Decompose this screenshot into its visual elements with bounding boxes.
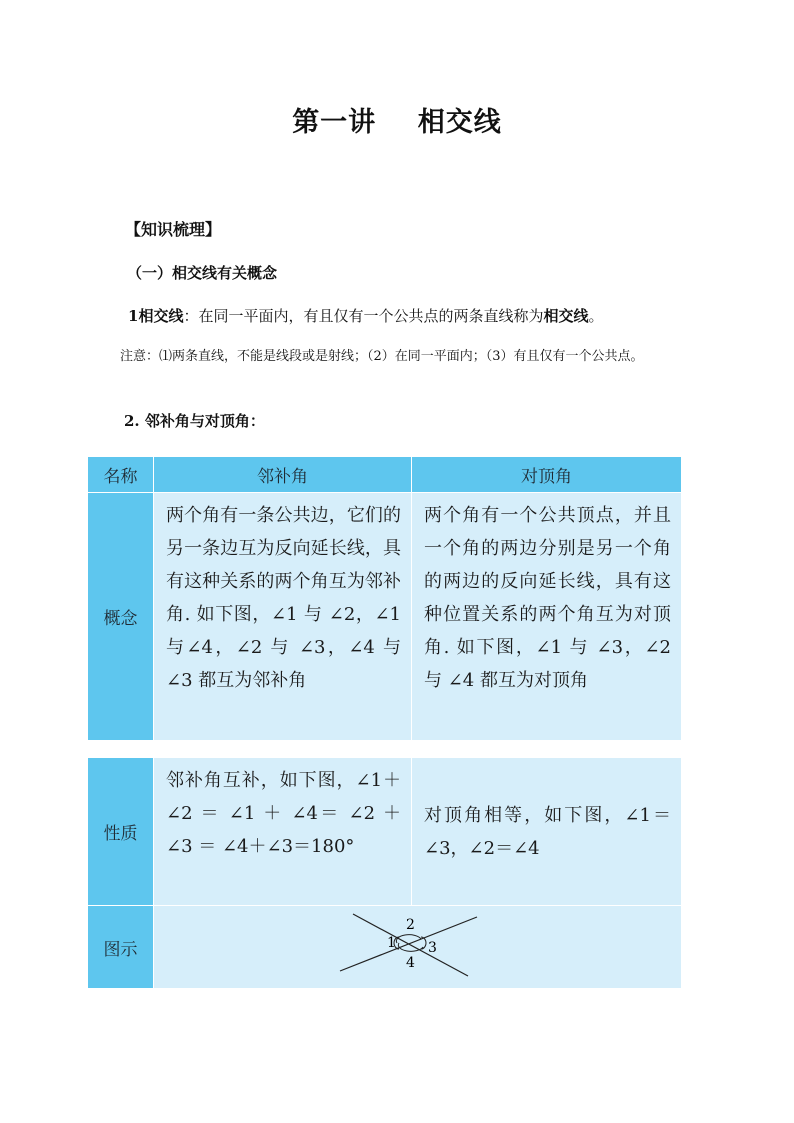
angle-4-label: 4	[405, 955, 415, 971]
angle-1-label: 1	[386, 935, 396, 951]
header-name: 名称	[88, 457, 154, 493]
angle-3-label: 3	[427, 940, 437, 956]
note-paragraph: 注意：⑴两条直线，不能是线段或是射线；（2）在同一平面内；（3）有且仅有一个公共点。	[120, 349, 644, 364]
subsection-heading-concepts: （一）相交线有关概念	[127, 264, 278, 282]
page-title: 第一讲 相交线	[292, 107, 502, 138]
row-label-diagram: 图示	[88, 906, 154, 989]
definition-end: 。	[588, 307, 604, 325]
intersecting-lines-diagram	[338, 909, 498, 981]
header-adjacent-angles: 邻补角	[154, 457, 412, 493]
subsection-heading-angles: 2. 邻补角与对顶角：	[124, 412, 265, 430]
property-adjacent-text: 邻补角互补，如下图，∠1＋ ∠2 ＝ ∠1 ＋ ∠4＝ ∠2 ＋ ∠3 ＝ ∠4＋∠3＝180°	[154, 758, 412, 906]
table-row-property	[88, 758, 682, 906]
property-vertical-text: 对顶角相等，如下图，∠1＝∠3，∠2＝∠4	[412, 758, 682, 906]
angle-2-label: 2	[405, 917, 415, 933]
definition-term: 相交线	[138, 307, 184, 325]
diagram-cell	[154, 906, 682, 989]
row-label-property: 性质	[88, 758, 154, 906]
table-row-concept	[88, 493, 682, 741]
header-vertical-angles: 对顶角	[412, 457, 682, 493]
angles-table-bottom	[87, 757, 682, 989]
definition-body: ：在同一平面内，有且仅有一个公共点的两条直线称为	[183, 307, 544, 325]
section-heading: 【知识梳理】	[125, 220, 222, 239]
concept-adjacent-text: 两个角有一条公共边，它们的另一条边互为反向延长线，具有这种关系的两个角互为邻补角. 如下图，∠1 与 ∠2，∠1 与∠4，∠2 与 ∠3，∠4 与∠3 都互为邻补角	[154, 493, 412, 741]
definition-term-end: 相交线	[543, 307, 589, 325]
table-row-diagram	[88, 906, 682, 989]
definition-paragraph	[128, 305, 604, 326]
row-label-concept: 概念	[88, 493, 154, 741]
concept-vertical-text: 两个角有一个公共顶点，并且一个角的两边分别是另一个角的两边的反向延长线，具有这种位置关系的两个角互为对顶角. 如下图，∠1 与 ∠3，∠2 与 ∠4 都互为对顶角	[412, 493, 682, 741]
angles-table-top	[87, 456, 682, 741]
table-header-row	[88, 457, 682, 493]
definition-number: 1	[128, 307, 139, 325]
